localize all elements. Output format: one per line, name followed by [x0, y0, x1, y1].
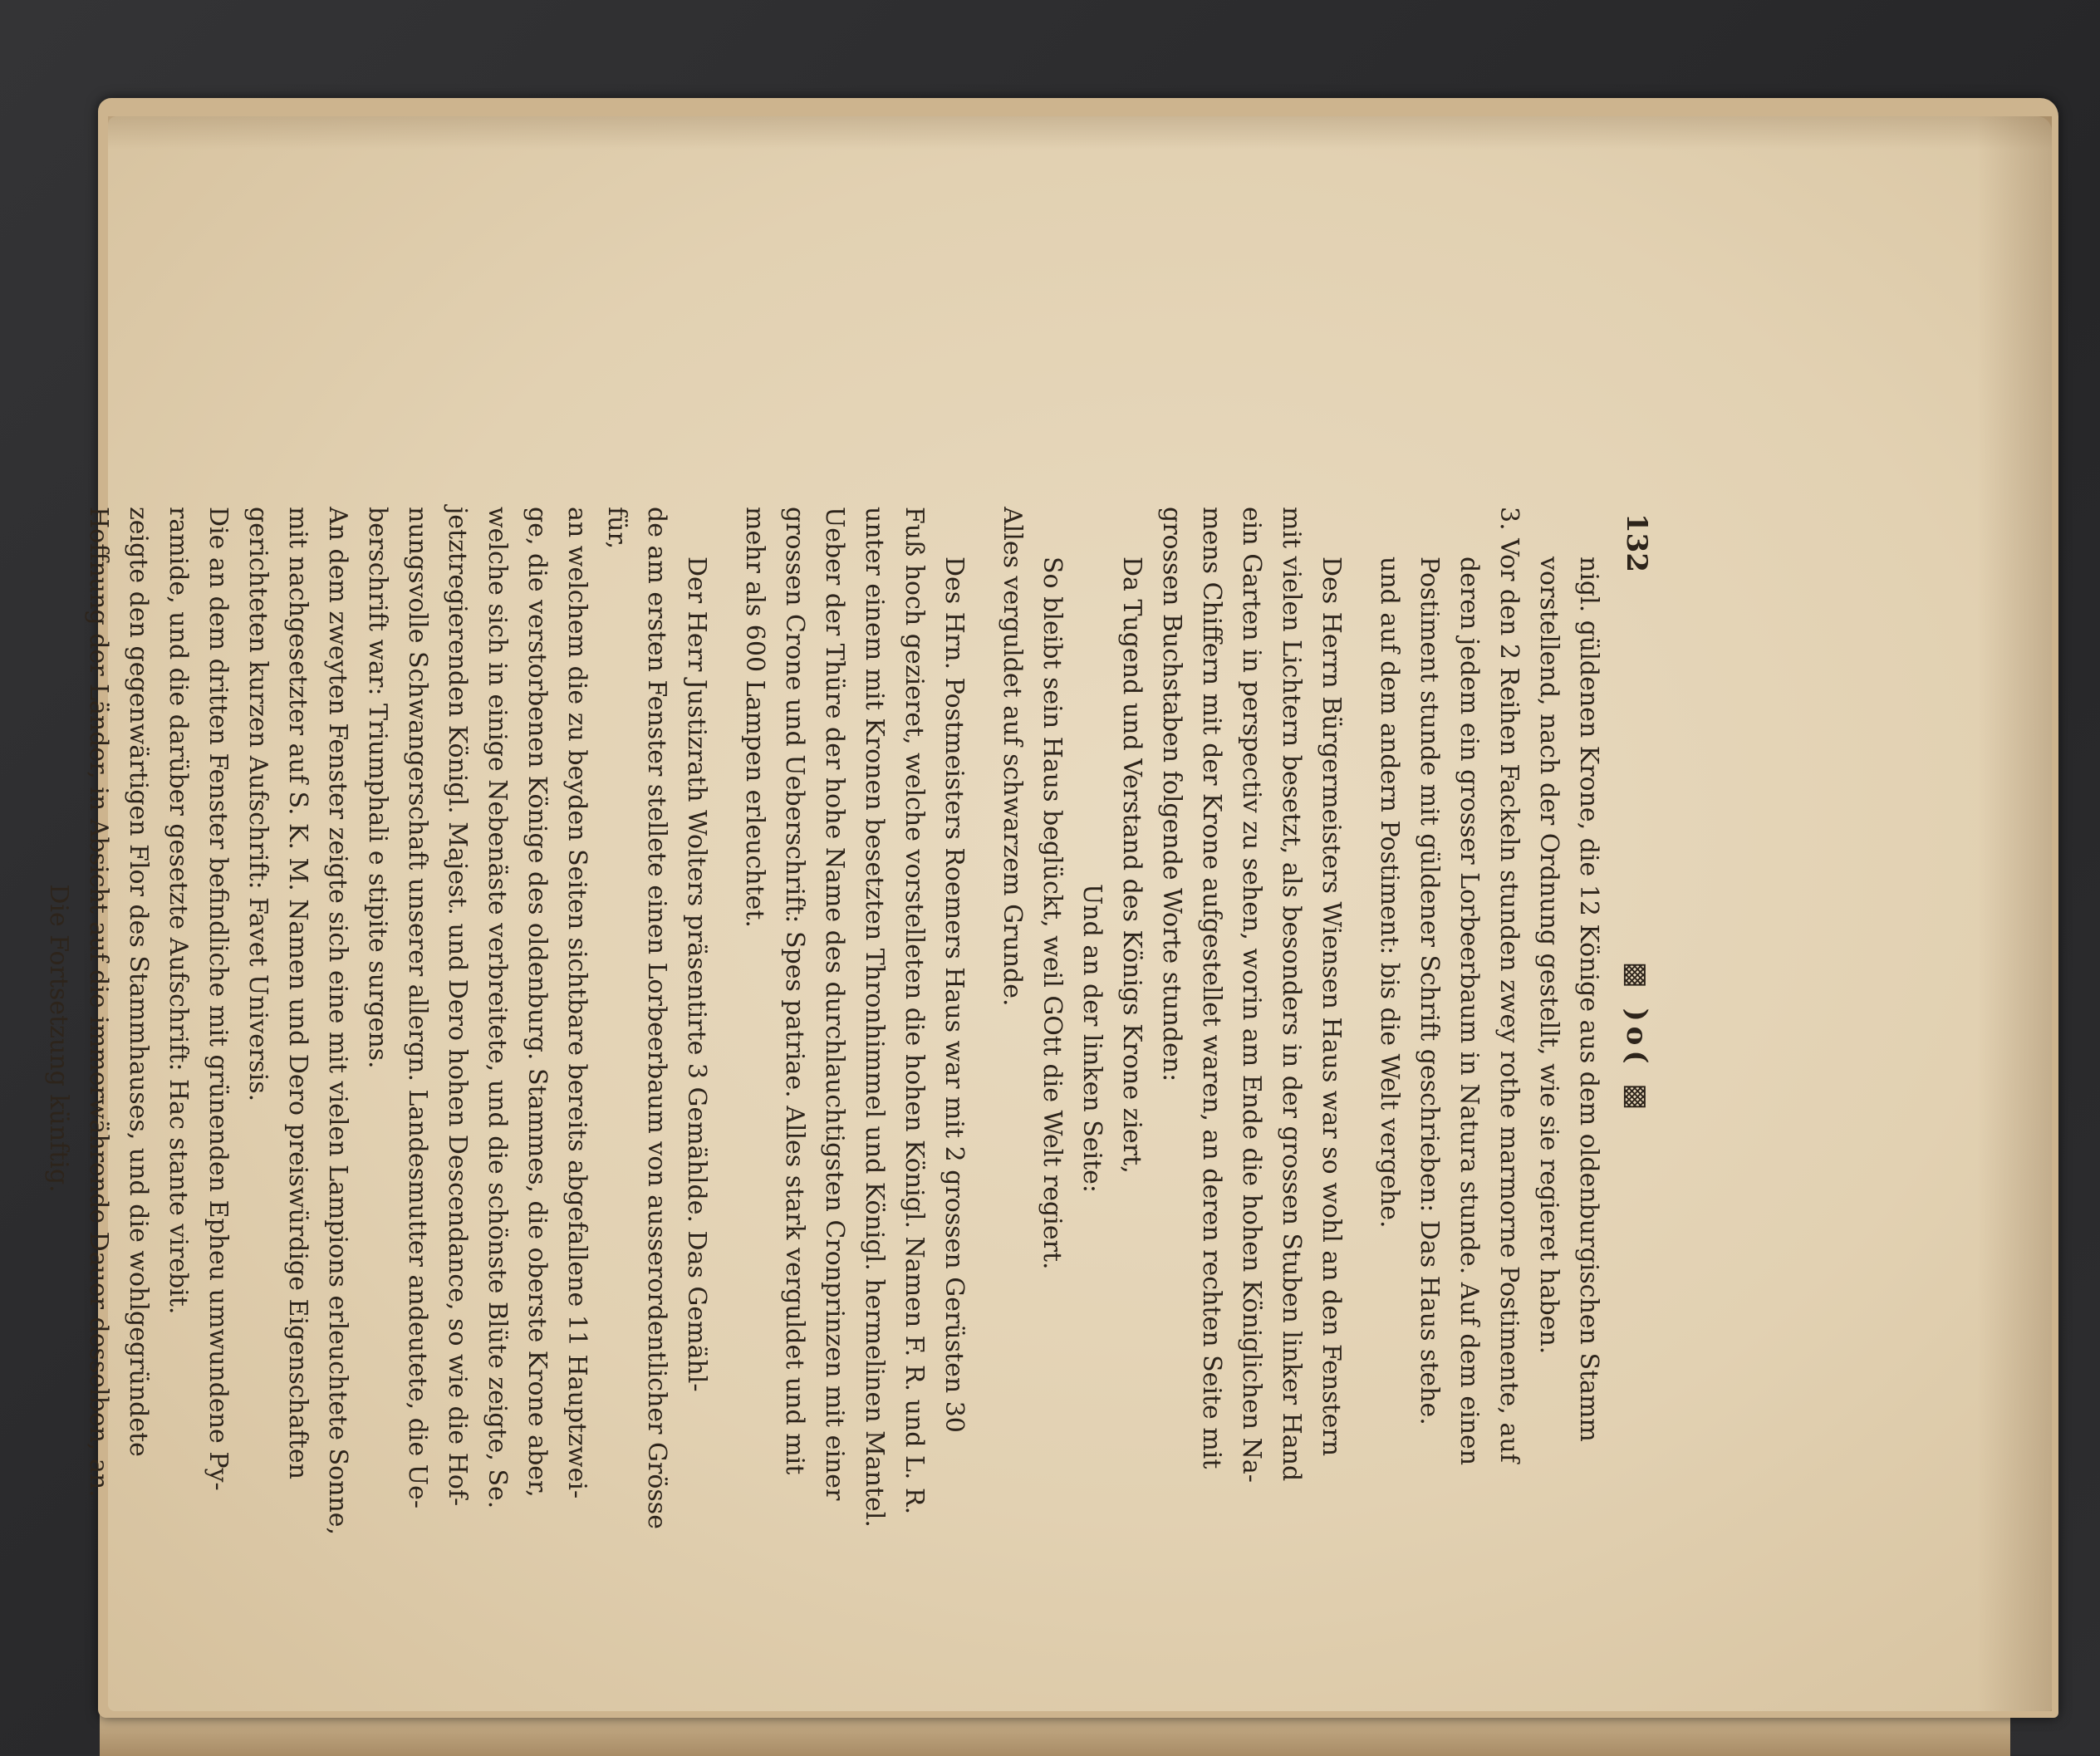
text-line: unter einem mit Kronen besetzten Thronhimmel und Königl. hermelinen Mantel. — [860, 507, 889, 1528]
text-line: 3. Vor den 2 Reihen Fackeln stunden zwey rothe marmorne Postimente, auf — [1494, 507, 1523, 1463]
paragraph-gap — [1351, 507, 1369, 1570]
text-line: deren jedem ein grosser Lorbeerbaum in Natura stunde. Auf dem einen — [1455, 557, 1484, 1466]
text-line: de am ersten Fenster stellete einen Lorbeerbaum von ausserordentlicher Grösse für, — [602, 507, 671, 1529]
header-ornament: ▩ )o( ▩ — [1620, 961, 1653, 1116]
text-line: ramide, und die darüber gesetzte Aufschrift: Hac stante virebit. — [164, 507, 193, 1315]
text-line: Ueber der Thüre der hohe Name des durchlauchtigsten Cronprinzen mit einer — [820, 507, 849, 1501]
text-line: So bleibt sein Haus beglückt, weil GOtt die Welt regiert. — [1038, 557, 1067, 1270]
text-line: Und an der linken Seite: — [1077, 883, 1106, 1194]
text-line: mens Chiffern mit der Krone aufgestellet waren, an deren rechten Seite mit — [1197, 507, 1226, 1469]
text-line: Des Hrn. Postmeisters Roemers Haus war mit 2 grossen Gerüsten 30 — [940, 557, 969, 1433]
text-line: Hoffnung der Länder, in Absicht auf die immerwährende Dauer desselben, an. — [84, 507, 113, 1498]
text-line: Des Herrn Bürgermeisters Wiensen Haus war so wohl an den Fenstern — [1317, 557, 1346, 1457]
book-lower-edge — [100, 1711, 2010, 1756]
continuation-note: Die Fortsetzung künftig. — [44, 884, 73, 1193]
paragraph-gap — [716, 507, 734, 1570]
text-line: Alles verguldet auf schwarzem Grunde. — [998, 507, 1027, 1007]
text-line: Da Tugend und Verstand des Königs Krone ziert, — [1117, 557, 1146, 1174]
text-line: nungsvolle Schwangerschaft unserer allergn. Landesmutter andeutete, die Ue- — [403, 507, 432, 1508]
text-line: mit vielen Lichtern besetzt, als besonders in der grossen Stuben linker Hand — [1277, 507, 1306, 1482]
page-gutter-shadow — [1977, 116, 2052, 1711]
running-header — [1608, 507, 1661, 1570]
text-line: gerichteten kurzen Aufschrift: Favet Universis. — [243, 507, 272, 1102]
paragraph-gap — [974, 507, 992, 1570]
text-line: nigl. güldenen Krone, die 12 Könige aus dem oldenburgischen Stamm — [1574, 557, 1603, 1442]
text-line: mehr als 600 Lampen erleuchtet. — [740, 507, 769, 928]
rotated-text-frame — [44, 507, 1661, 1570]
text-line: An dem zweyten Fenster zeigte sich eine mit vielen Lampions erleuchtete Sonne, — [323, 507, 352, 1536]
text-line: an welchem die zu beyden Seiten sichtbare bereits abgefallene 11 Hauptzwei- — [562, 507, 591, 1499]
text-line: ge, die verstorbenen Könige des oldenburg. Stammes, die oberste Krone aber, — [523, 507, 552, 1498]
text-line: mit nachgesetzter auf S. K. M. Namen und Dero preiswürdige Eigenschaften — [283, 507, 312, 1479]
text-line: Fuß hoch gezieret, welche vorstelleten die hohen Königl. Namen F. R. und L. R. — [900, 507, 929, 1515]
text-line: ein Garten in perspectiv zu sehen, worin am Ende die hohen Königlichen Na- — [1237, 507, 1266, 1483]
book-page — [44, 116, 2052, 1711]
text-line: Die an dem dritten Fenster befindliche mit grünenden Epheu umwundene Py- — [204, 507, 233, 1491]
text-line: grossen Crone und Ueberschrift: Spes patriae. Alles stark verguldet und mit — [780, 507, 809, 1475]
text-line: Der Herr Justizrath Wolters präsentirte 3 Gemählde. Das Gemähl- — [682, 557, 711, 1392]
text-line: berschrift war: Triumphali e stipite surgens. — [363, 507, 392, 1069]
text-line: zeigte den gegenwärtigen Flor des Stammhauses, und die wohlgegründete — [124, 507, 153, 1457]
text-line: vorstellend, nach der Ordnung gestellt, wie sie regieret haben. — [1534, 557, 1563, 1355]
text-line: grossen Buchstaben folgende Worte stunden: — [1157, 507, 1186, 1082]
page-shade-top — [108, 116, 2052, 150]
text-line: Postiment stunde mit güldener Schrift geschrieben: Das Haus stehe. — [1415, 557, 1444, 1425]
text-line: jetztregierenden Königl. Majest. und Dero hohen Descendance, so wie die Hof- — [443, 507, 472, 1507]
page-text-block — [44, 507, 1661, 1570]
page-number: 132 — [1620, 513, 1653, 572]
text-line: und auf dem andern Postiment: bis die Welt vergehe. — [1375, 557, 1404, 1229]
text-line: welche sich in einige Nebenäste verbreitete, und die schönste Blüte zeigte, Se. — [483, 507, 512, 1509]
